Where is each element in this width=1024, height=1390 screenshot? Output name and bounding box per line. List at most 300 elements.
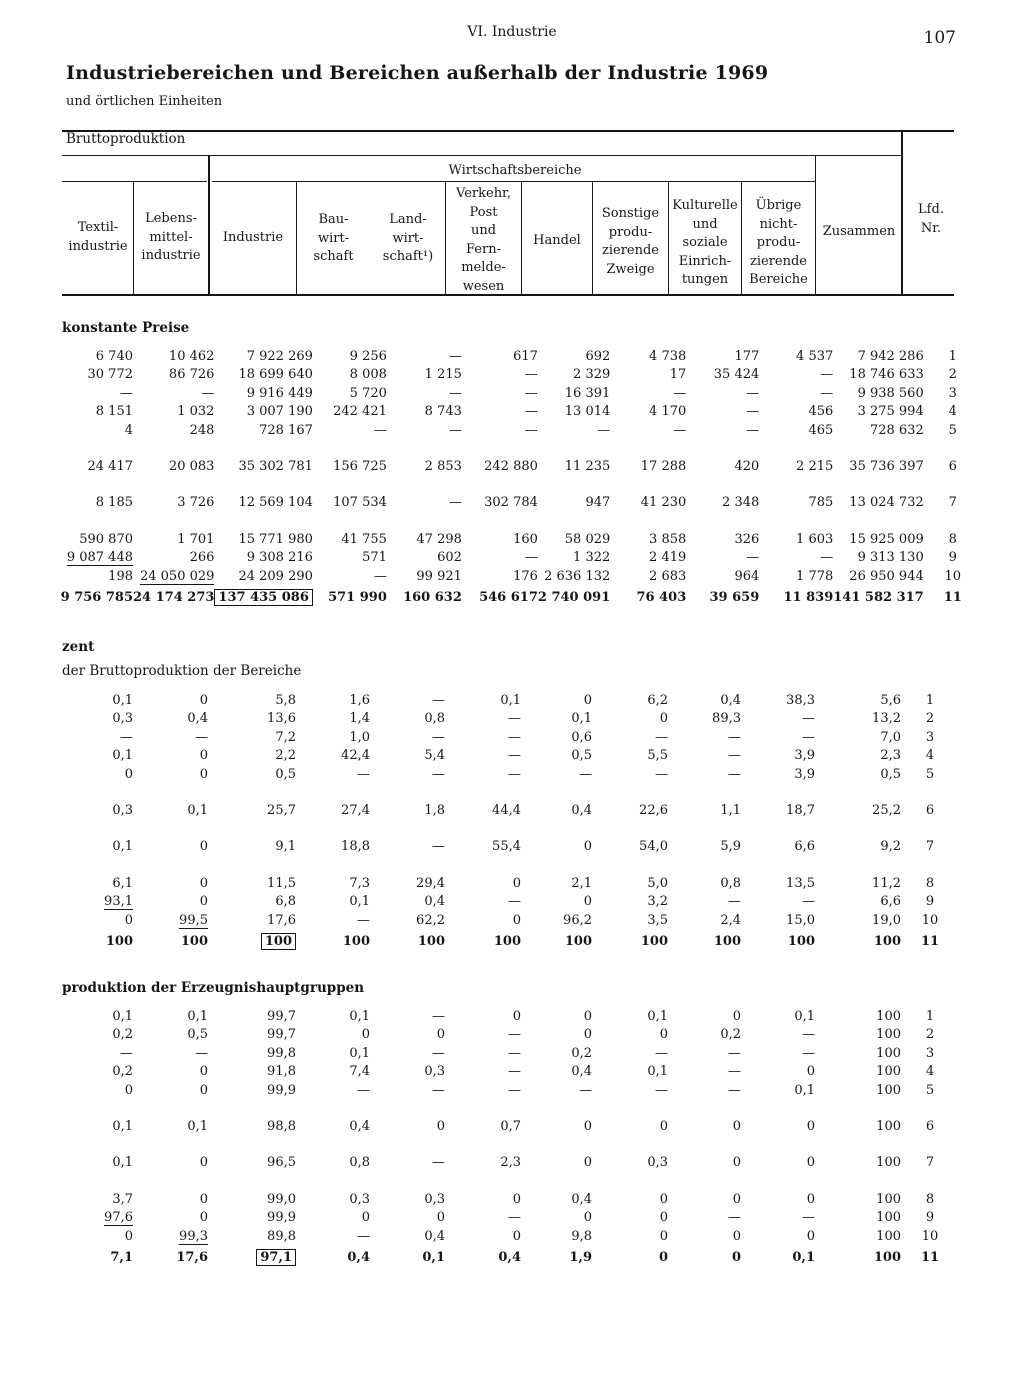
cell-lfd: 8 [948, 531, 957, 547]
cell-textil: 97,6 [104, 1210, 133, 1226]
cell-lebensmittel: 248 [189, 422, 215, 438]
section-subtitle: produktion der Erzeugnishauptgruppen [62, 980, 365, 996]
cell-textil: 6 740 [95, 349, 133, 364]
cell-lebensmittel: 0 [199, 1064, 208, 1080]
table-row [60, 692, 959, 710]
cell-sonstige: — [673, 385, 687, 401]
cell-lfd: 1 [948, 349, 957, 364]
cell-land: 0,4 [424, 1228, 445, 1244]
table-row [60, 1191, 959, 1209]
cell-bau: 156 725 [333, 459, 387, 475]
cell-sonstige: 100 [640, 934, 668, 950]
cell-textil: — [120, 729, 133, 745]
table-row [60, 568, 982, 586]
running-header: VI. Industrie [467, 24, 557, 40]
cell-verkehr: — [524, 385, 538, 401]
cell-lebensmittel: 1 032 [177, 404, 215, 420]
cell-kulturelle: 0,2 [720, 1027, 741, 1043]
cell-lfd: 4 [948, 404, 957, 420]
cell-bau: — [357, 766, 370, 782]
table-row [60, 348, 982, 366]
table-row [60, 1209, 959, 1227]
cell-bau: 107 534 [333, 495, 387, 511]
cell-handel: 1,9 [569, 1250, 592, 1266]
table-row [60, 586, 982, 610]
col-head-lebensmittel: Lebens- mittel- industrie [141, 211, 201, 263]
cell-kulturelle: 0 [732, 1228, 741, 1244]
cell-kulturelle: — [728, 894, 741, 910]
cell-lebensmittel: 0 [199, 1210, 208, 1226]
cell-industrie: 0,5 [275, 766, 296, 782]
cell-handel: 0,4 [571, 803, 592, 819]
cell-sonstige: 0 [659, 1119, 668, 1135]
cell-lebensmittel: 3 726 [177, 495, 215, 511]
cell-textil: 3,7 [112, 1191, 133, 1207]
cell-textil: 590 870 [79, 531, 133, 547]
cell-zusammen: 25,2 [872, 803, 901, 819]
cell-lfd: 6 [948, 459, 957, 475]
cell-textil: 0,1 [112, 693, 133, 708]
cell-verkehr: — [508, 729, 521, 745]
cell-verkehr: — [508, 1027, 521, 1043]
cell-lebensmittel: — [195, 1045, 208, 1061]
cell-textil: 0 [124, 1082, 133, 1098]
cell-textil: 93,1 [104, 894, 133, 910]
cell-lebensmittel: 0,1 [187, 1119, 208, 1135]
table-row [60, 766, 959, 784]
cell-verkehr: 0 [512, 1009, 521, 1024]
table-row [60, 912, 959, 930]
cell-sonstige: 3,2 [647, 894, 668, 910]
cell-industrie: 96,5 [267, 1155, 296, 1171]
cell-land: — [432, 1009, 445, 1024]
cell-lebensmittel: 0,1 [187, 803, 208, 819]
cell-zusammen: 6,6 [880, 894, 901, 910]
table-row [60, 710, 959, 728]
cell-handel: 9,8 [571, 1228, 592, 1244]
table-row [60, 366, 982, 384]
cell-lfd: 5 [925, 766, 935, 782]
cell-handel: 2 740 091 [537, 590, 611, 606]
cell-sonstige: 0,1 [647, 1064, 668, 1080]
cell-lfd: 10 [921, 1228, 939, 1244]
table-row [60, 1154, 959, 1172]
cell-sonstige: — [655, 729, 668, 745]
cell-handel: — [597, 422, 611, 438]
cell-industrie: 25,7 [267, 803, 296, 819]
cell-textil: 6,1 [112, 875, 133, 891]
cell-uebrige: — [802, 1045, 815, 1061]
cell-textil: 0 [124, 1228, 133, 1244]
cell-industrie: 97,1 [208, 1246, 296, 1270]
row-spacer [60, 820, 959, 838]
cell-lfd: 7 [948, 495, 957, 511]
cell-uebrige: 1 778 [796, 568, 834, 584]
cell-uebrige: 0 [806, 1064, 815, 1080]
cell-land: — [448, 422, 462, 438]
cell-bau: 571 990 [328, 590, 387, 606]
cell-bau: 0,8 [349, 1155, 370, 1171]
cell-zusammen: 19,0 [872, 912, 901, 928]
cell-land: 0,3 [424, 1064, 445, 1080]
cell-sonstige: 41 230 [640, 495, 687, 511]
cell-textil: 0,2 [112, 1027, 133, 1043]
cell-sonstige: 0 [659, 711, 668, 727]
cell-textil: 0,1 [112, 1009, 133, 1024]
cell-land: — [432, 766, 445, 782]
cell-sonstige: 0 [659, 1027, 668, 1043]
cell-industrie: 99,8 [267, 1045, 296, 1061]
cell-verkehr: 2,3 [500, 1155, 521, 1171]
cell-industrie: 5,8 [275, 693, 296, 708]
cell-handel: 2 636 132 [544, 568, 611, 584]
cell-bau: 18,8 [341, 839, 370, 855]
cell-verkehr: 242 880 [484, 459, 538, 475]
cell-kulturelle: 0 [732, 1009, 741, 1024]
col-head-textil: Textil- industrie [68, 220, 128, 254]
cell-lebensmittel: 0 [199, 839, 208, 855]
cell-industrie: 99,0 [267, 1191, 296, 1207]
cell-land: 1,8 [424, 803, 445, 819]
cell-lebensmittel: 0 [199, 875, 208, 891]
section-title: zent [62, 639, 95, 655]
cell-land: — [432, 1045, 445, 1061]
cell-bau: 242 421 [333, 404, 387, 420]
cell-lfd: 11 [920, 1250, 940, 1266]
cell-handel: 0,6 [571, 729, 592, 745]
col-head-bauwirtschaft: Bau- wirt- schaft [313, 212, 354, 264]
cell-sonstige: 6,2 [647, 693, 668, 708]
cell-uebrige: 1 603 [796, 531, 834, 547]
cell-sonstige: — [673, 422, 687, 438]
cell-handel: 58 029 [564, 531, 611, 547]
table-row [60, 494, 982, 512]
left-group-rule [62, 181, 207, 182]
cell-land: 0,8 [424, 711, 445, 727]
table-row [60, 1045, 959, 1063]
cell-lebensmittel: — [201, 385, 215, 401]
cell-sonstige: 76 403 [636, 590, 687, 606]
cell-industrie: 99,7 [267, 1027, 296, 1043]
cell-lebensmittel: 24 174 273 [133, 590, 215, 606]
cell-land: 0 [436, 1210, 445, 1226]
cell-land: 160 632 [403, 590, 462, 606]
cell-lfd: 5 [925, 1082, 935, 1098]
cell-handel: 0 [583, 693, 592, 708]
cell-bau: — [357, 1228, 370, 1244]
cell-textil: 0,1 [112, 748, 133, 764]
cell-verkehr: 160 [513, 531, 538, 547]
cell-uebrige: 100 [787, 934, 815, 950]
cell-land: 0,3 [424, 1191, 445, 1207]
cell-handel: 11 235 [564, 459, 611, 475]
cell-lebensmittel: 100 [180, 934, 208, 950]
cell-zusammen: 100 [876, 1064, 901, 1080]
cell-handel: 96,2 [563, 912, 592, 928]
cell-sonstige: 5,0 [647, 875, 668, 891]
cell-kulturelle: 39 659 [709, 590, 760, 606]
cell-bau: 27,4 [341, 803, 370, 819]
cell-lfd: 6 [925, 1119, 935, 1135]
row-spacer [60, 857, 959, 875]
cell-industrie: 99,9 [267, 1210, 296, 1226]
col-head-zusammen: Zusammen [822, 224, 896, 239]
row-spacer [60, 784, 959, 802]
cell-lebensmittel: 0 [199, 1155, 208, 1171]
cell-uebrige: 785 [808, 495, 834, 511]
cell-lfd: 9 [925, 894, 935, 910]
cell-verkehr: — [524, 367, 538, 383]
cell-lebensmittel: 0 [199, 748, 208, 764]
cell-textil: 9 087 448 [66, 550, 133, 566]
cell-uebrige: 3,9 [794, 748, 815, 764]
bruttoproduktion-label: Bruttoproduktion [66, 131, 186, 147]
data-table-prozent-erzeugnis [60, 1008, 959, 1270]
cell-land: — [448, 495, 462, 511]
cell-kulturelle: — [746, 422, 760, 438]
cell-verkehr: 0,4 [498, 1250, 521, 1266]
cell-sonstige: 3,5 [647, 912, 668, 928]
col-head-landwirtschaft: Land- wirt- schaft¹) [382, 212, 434, 264]
header-second-rule [62, 155, 902, 156]
cell-lfd: 11 [943, 590, 962, 606]
cell-kulturelle: — [728, 1210, 741, 1226]
col-divider [208, 155, 210, 294]
col-head-sonstige: Sonstige produ- zierende Zweige [601, 206, 660, 277]
col-head-verkehr: Verkehr, Post und Fern- melde- wesen [456, 186, 511, 294]
cell-verkehr: — [524, 404, 538, 420]
cell-industrie: 91,8 [267, 1064, 296, 1080]
cell-industrie: 13,6 [267, 711, 296, 727]
cell-handel: 0 [583, 1009, 592, 1024]
cell-industrie: 11,5 [267, 875, 296, 891]
cell-bau: 571 [362, 550, 387, 566]
cell-verkehr: 55,4 [492, 839, 521, 855]
cell-industrie: 728 167 [259, 422, 313, 438]
cell-bau: 41 755 [341, 531, 387, 547]
cell-land: 47 298 [416, 531, 462, 547]
cell-kulturelle: 0 [731, 1250, 741, 1266]
table-row [60, 1082, 959, 1100]
cell-sonstige: 2 683 [649, 568, 687, 584]
cell-uebrige: 0 [806, 1119, 815, 1135]
cell-industrie: 89,8 [267, 1228, 296, 1244]
cell-zusammen: 9,2 [880, 839, 901, 855]
cell-bau: 0,4 [347, 1250, 370, 1266]
cell-kulturelle: 964 [734, 568, 760, 584]
row-spacer [60, 440, 982, 458]
cell-handel: 0 [583, 1027, 592, 1043]
table-row [60, 1246, 959, 1270]
data-table-konstante-preise [60, 348, 982, 610]
cell-handel: 947 [585, 495, 611, 511]
cell-zusammen: 100 [876, 1027, 901, 1043]
cell-kulturelle: — [728, 1082, 741, 1098]
cell-lebensmittel: 20 083 [168, 459, 215, 475]
cell-verkehr: 0,7 [500, 1119, 521, 1135]
cell-verkehr: 0 [512, 1228, 521, 1244]
cell-textil: 0,2 [112, 1064, 133, 1080]
cell-lfd: 10 [921, 912, 939, 928]
cell-zusammen: 9 938 560 [857, 385, 924, 401]
cell-industrie: 9,1 [275, 839, 296, 855]
cell-land: — [432, 693, 445, 708]
cell-verkehr: — [524, 422, 538, 438]
cell-kulturelle: 1,1 [720, 803, 741, 819]
cell-zusammen: 100 [876, 1119, 901, 1135]
cell-industrie: 7,2 [275, 729, 296, 745]
cell-verkehr: 176 [513, 568, 538, 584]
row-spacer [60, 1136, 959, 1154]
cell-zusammen: 100 [873, 934, 901, 950]
cell-lfd: 11 [920, 934, 940, 950]
cell-industrie: 99,7 [267, 1009, 296, 1024]
cell-zusammen: 15 925 009 [849, 531, 924, 547]
cell-lebensmittel: 0,5 [187, 1027, 208, 1043]
cell-verkehr: 0 [512, 912, 521, 928]
cell-textil: 24 417 [87, 459, 133, 475]
cell-lebensmittel: 0,1 [187, 1009, 208, 1024]
cell-textil: 0 [124, 766, 133, 782]
cell-kulturelle: 326 [734, 531, 760, 547]
cell-handel: 0 [583, 1210, 592, 1226]
cell-land: 0,1 [422, 1250, 445, 1266]
cell-kulturelle: 420 [734, 459, 760, 475]
cell-lfd: 9 [948, 550, 957, 566]
cell-sonstige: 2 419 [649, 550, 687, 566]
cell-sonstige: 0,3 [647, 1155, 668, 1171]
cell-zusammen: 100 [876, 1210, 901, 1226]
cell-zusammen: 141 582 317 [833, 590, 924, 606]
cell-uebrige: 0 [806, 1228, 815, 1244]
cell-uebrige: — [802, 894, 815, 910]
cell-handel: 100 [564, 934, 592, 950]
cell-bau: 8 008 [349, 367, 387, 383]
cell-uebrige: 0,1 [794, 1009, 815, 1024]
table-row [60, 385, 982, 403]
cell-handel: 0 [583, 894, 592, 910]
cell-bau: 0 [361, 1210, 370, 1226]
cell-lebensmittel: 0 [199, 766, 208, 782]
cell-sonstige: 0 [659, 1228, 668, 1244]
cell-kulturelle: 100 [713, 934, 741, 950]
cell-lfd: 2 [925, 1027, 935, 1043]
page-number: 107 [923, 28, 956, 48]
cell-textil: — [120, 385, 133, 401]
cell-uebrige: 6,6 [794, 839, 815, 855]
cell-uebrige: 38,3 [786, 693, 815, 708]
cell-handel: 0 [583, 1119, 592, 1135]
cell-land: 2 853 [424, 459, 462, 475]
row-spacer [60, 513, 982, 531]
cell-bau: 1,0 [349, 729, 370, 745]
cell-lebensmittel: 24 050 029 [139, 568, 215, 584]
cell-textil: — [120, 1045, 133, 1061]
cell-bau: 100 [342, 934, 370, 950]
cell-sonstige: — [655, 1082, 668, 1098]
cell-zusammen: 9 313 130 [857, 550, 924, 566]
col-head-uebrige: Übrige nicht- produ- zierende Bereiche [749, 198, 808, 287]
cell-industrie: 17,6 [267, 912, 296, 928]
cell-zusammen: 13,2 [872, 711, 901, 727]
cell-handel: — [579, 766, 592, 782]
cell-handel: 0,1 [571, 711, 592, 727]
cell-lebensmittel: 1 701 [177, 531, 215, 547]
wirtschaftsbereiche-rule [212, 181, 816, 182]
cell-uebrige: — [802, 1210, 815, 1226]
cell-kulturelle: 2,4 [720, 912, 741, 928]
cell-lfd: 2 [925, 711, 935, 727]
cell-kulturelle: — [746, 385, 760, 401]
cell-land: 62,2 [416, 912, 445, 928]
page-title: Industriebereichen und Bereichen außerhalb der Industrie 1969 [66, 62, 769, 84]
cell-textil: 8 151 [95, 404, 133, 420]
cell-land: 29,4 [416, 875, 445, 891]
cell-uebrige: 0 [806, 1155, 815, 1171]
table-row [60, 403, 982, 421]
cell-lebensmittel: 86 726 [168, 367, 215, 383]
cell-textil: 7,1 [110, 1250, 133, 1266]
cell-verkehr: 617 [513, 349, 538, 364]
cell-industrie: 9 308 216 [246, 550, 313, 566]
cell-uebrige: 4 537 [796, 349, 834, 364]
cell-lfd: 7 [925, 1155, 935, 1171]
cell-kulturelle: 0 [732, 1191, 741, 1207]
cell-handel: 0,5 [571, 748, 592, 764]
cell-lebensmittel: 0 [199, 693, 208, 708]
cell-bau: 9 256 [349, 349, 387, 364]
cell-zusammen: 7,0 [880, 729, 901, 745]
cell-lfd: 2 [948, 367, 957, 383]
cell-uebrige: — [820, 367, 834, 383]
cell-land: 8 743 [424, 404, 462, 420]
table-row [60, 1118, 959, 1136]
cell-verkehr: — [508, 1082, 521, 1098]
cell-textil: 9 756 785 [60, 590, 133, 606]
cell-lfd: 8 [925, 1191, 935, 1207]
table-row [60, 729, 959, 747]
page-subtitle: und örtlichen Einheiten [66, 94, 223, 109]
cell-handel: 13 014 [564, 404, 611, 420]
cell-lebensmittel: 99,3 [179, 1228, 208, 1244]
cell-bau: 0,1 [349, 894, 370, 910]
cell-textil: 0 [124, 912, 133, 928]
cell-bau: 7,4 [349, 1064, 370, 1080]
cell-handel: 0,4 [571, 1191, 592, 1207]
cell-lfd: 8 [925, 875, 935, 891]
cell-zusammen: 2,3 [880, 748, 901, 764]
cell-industrie: 137 435 086 [214, 586, 312, 610]
cell-kulturelle: — [728, 766, 741, 782]
cell-zusammen: 18 746 633 [849, 367, 924, 383]
cell-bau: 0,3 [349, 1191, 370, 1207]
cell-kulturelle: 89,3 [712, 711, 741, 727]
cell-uebrige: 11 839 [783, 590, 834, 606]
cell-industrie: 18 699 640 [238, 367, 313, 383]
cell-land: 602 [437, 550, 462, 566]
cell-bau: 1,6 [349, 693, 370, 708]
cell-zusammen: 100 [876, 1045, 901, 1061]
cell-industrie: 99,9 [267, 1082, 296, 1098]
cell-bau: 42,4 [341, 748, 370, 764]
cell-kulturelle: 0,8 [720, 875, 741, 891]
cell-industrie: 100 [208, 930, 296, 954]
cell-textil: 30 772 [87, 367, 133, 383]
col-head-kulturelle: Kulturelle und soziale Einrich- tungen [672, 198, 738, 287]
cell-verkehr: — [508, 711, 521, 727]
cell-land: 0 [436, 1119, 445, 1135]
cell-kulturelle: — [728, 1045, 741, 1061]
